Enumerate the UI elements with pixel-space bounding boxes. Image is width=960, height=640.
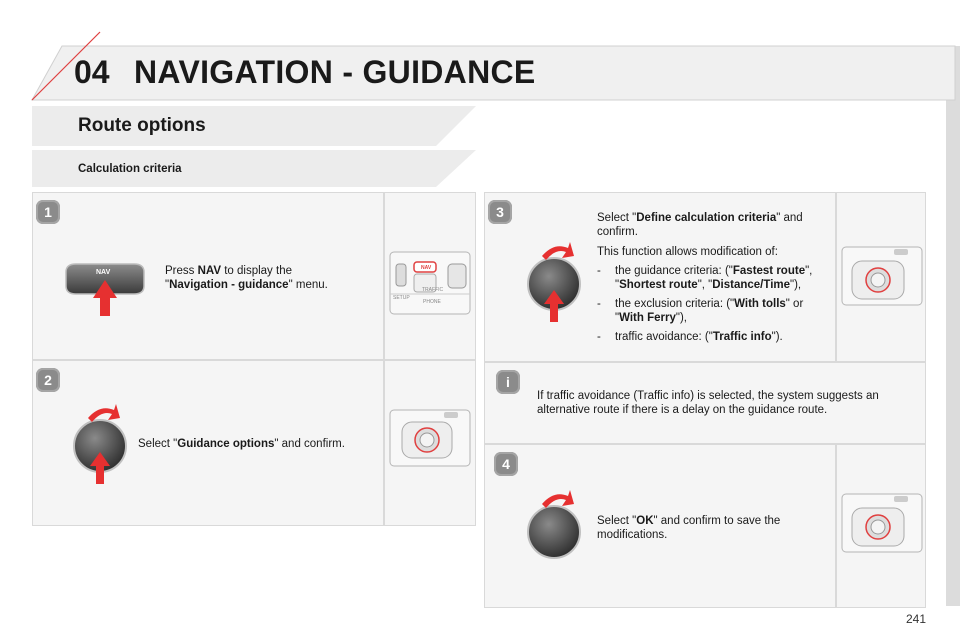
bullet-traffic-avoidance: - traffic avoidance: ("Traffic info").: [597, 331, 783, 343]
head-unit-panel-2: [388, 408, 472, 468]
step1-instruction: Press NAV to display the "Navigation - guidance" menu.: [165, 265, 328, 291]
head-unit-panel-1: [388, 250, 472, 316]
page-edge-strip: [946, 46, 960, 606]
section-title: Route options: [78, 115, 206, 136]
ok-label: OK: [636, 515, 654, 527]
device-traffic-label: TRAFFIC: [422, 287, 444, 293]
device-setup-label: SETUP: [393, 295, 410, 301]
step1-badge: 1: [36, 200, 60, 224]
device-phone-label: PHONE: [423, 299, 441, 305]
nav-key: NAV: [197, 265, 222, 277]
page-number: 241: [906, 612, 927, 626]
nav-button-label: NAV: [96, 269, 111, 276]
info-text: If traffic avoidance (Traffic info) is selected, the system suggests an alternative route if there is a delay on the guidance route.: [537, 390, 879, 416]
section-subtitle: Calculation criteria: [78, 163, 182, 175]
step4-badge: 4: [494, 452, 518, 476]
step2-instruction: Select "Guidance options" and confirm.: [138, 438, 345, 450]
device-nav-label: NAV: [421, 265, 432, 271]
step2-badge: 2: [36, 368, 60, 392]
head-unit-panel-4: [840, 492, 924, 554]
rotary-knob-step4: [524, 486, 588, 572]
chapter-number: 04: [74, 54, 110, 90]
nav-button-illustration: [60, 258, 150, 318]
guidance-options-label: Guidance options: [177, 438, 275, 450]
head-unit-panel-3: [840, 245, 924, 307]
section-banners: [0, 100, 500, 195]
step3-badge: 3: [488, 200, 512, 224]
bullet-exclusion-criteria: - the exclusion criteria: ("With tolls" or "With Ferry"),: [597, 298, 804, 324]
define-criteria-label: Define calculation criteria: [636, 212, 777, 224]
step4-instruction: Select "OK" and confirm to save the modifications.: [597, 515, 781, 541]
bullet-guidance-criteria: - the guidance criteria: ("Fastest route", "Shortest route", "Distance/Time"),: [597, 265, 813, 291]
info-badge: i: [496, 370, 520, 394]
rotary-knob-step2: [70, 400, 134, 486]
rotary-knob-step3: [524, 238, 588, 324]
navigation-guidance-menu: Navigation - guidance: [169, 279, 289, 291]
chapter-title: NAVIGATION - GUIDANCE: [134, 54, 536, 90]
step3-instruction: Select "Define calculation criteria" and confirm. This function allows modification of: - the guidance criteria: ("Fastest route", "Shortest route", "Distance/Time"), - the exclusion criteria: ("With tolls" or "With Ferry"), - traffic avoidance: ("Traffic info").: [597, 211, 833, 344]
